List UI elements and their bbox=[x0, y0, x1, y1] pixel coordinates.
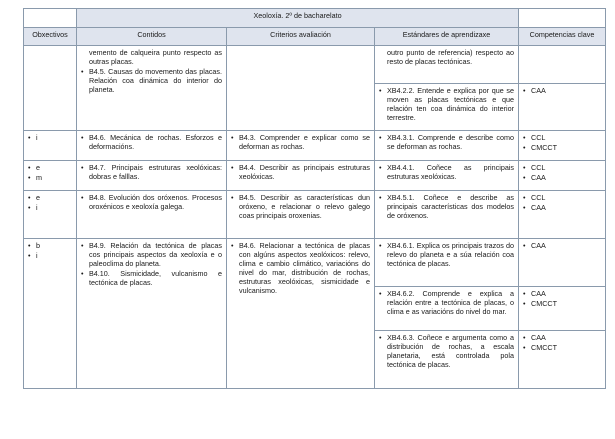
estandar-list bbox=[379, 333, 514, 369]
obxectivos-cell bbox=[24, 131, 77, 161]
obxectivos-cell bbox=[24, 161, 77, 191]
obxectivo-item: • e bbox=[28, 163, 72, 172]
table-row bbox=[24, 161, 606, 191]
obxectivo-item: • b bbox=[28, 241, 72, 250]
contido-item: • B4.10. Sismicidade, vulcanismo e tectónica de placas. bbox=[81, 269, 222, 287]
estandar-item: • XB4.4.1. Coñece as principais estruturas xeolóxicas. bbox=[379, 163, 514, 181]
obxectivo-item: • e bbox=[28, 193, 72, 202]
competencias-cell bbox=[519, 131, 606, 161]
contidos-cell bbox=[77, 46, 227, 131]
obxectivos-cell bbox=[24, 239, 77, 389]
contido-item: • B4.8. Evolución dos oróxenos. Procesos oroxénicos e xeoloxía galega. bbox=[81, 193, 222, 211]
competencias-cell bbox=[519, 161, 606, 191]
competencia-item: • CCL bbox=[523, 163, 601, 172]
estandar-item: • XB4.6.3. Coñece e argumenta como a distribución de rochas, a escala planetaria, está controlada pola tectónica de placas. bbox=[379, 333, 514, 369]
estandar-block bbox=[375, 161, 518, 185]
obxectivo-list bbox=[28, 193, 72, 212]
estandares-cell bbox=[375, 239, 519, 389]
obxectivos-cell bbox=[24, 46, 77, 131]
contido-list bbox=[81, 241, 222, 287]
curriculum-table bbox=[23, 8, 606, 389]
contido-list bbox=[81, 48, 222, 94]
competencia-item: • CAA bbox=[523, 86, 601, 95]
contidos-cell bbox=[77, 161, 227, 191]
estandares-cell bbox=[375, 46, 519, 131]
estandar-list bbox=[379, 241, 514, 268]
competencia-block bbox=[519, 331, 605, 383]
estandar-list bbox=[379, 86, 514, 122]
contido-list bbox=[81, 193, 222, 211]
obxectivo-list bbox=[28, 133, 72, 142]
competencias-cell bbox=[519, 239, 606, 389]
contido-item: • B4.5. Causas do movemento das placas. Relación coa dinámica do interior do planeta. bbox=[81, 67, 222, 94]
competencia-item: • CMCCT bbox=[523, 343, 601, 352]
header-competencias: Competencias clave bbox=[519, 28, 606, 46]
estandar-item: • XB4.6.2. Comprende e explica a relación entre a tectónica de placas, o clima e as variacións do nivel do mar. bbox=[379, 289, 514, 316]
competencia-item: • CCL bbox=[523, 193, 601, 202]
header-contidos: Contidos bbox=[77, 28, 227, 46]
competencia-item: • CAA bbox=[523, 203, 601, 212]
estandar-block bbox=[375, 239, 518, 287]
competencia-block bbox=[519, 131, 605, 156]
header-criterios: Criterios avaliación bbox=[227, 28, 375, 46]
obxectivo-item: • i bbox=[28, 133, 72, 142]
competencia-block bbox=[519, 287, 605, 331]
contido-list bbox=[81, 163, 222, 181]
obxectivos-cell bbox=[24, 191, 77, 239]
competencia-item: • CCL bbox=[523, 133, 601, 142]
estandares-cell bbox=[375, 131, 519, 161]
estandar-item: outro punto de referencia) respecto ao resto de placas tectónicas. bbox=[387, 48, 515, 66]
competencia-item: • CAA bbox=[523, 241, 601, 250]
criterio-list bbox=[231, 163, 370, 181]
criterios-cell bbox=[227, 46, 375, 131]
estandar-list bbox=[379, 163, 514, 181]
competencia-block bbox=[519, 191, 605, 216]
competencia-list bbox=[523, 193, 601, 212]
estandar-item: • XB4.5.1. Coñece e describe as principais características dos modelos de oróxenos. bbox=[379, 193, 514, 220]
estandar-list bbox=[379, 48, 514, 66]
criterios-cell bbox=[227, 239, 375, 389]
contido-item: vemento de calqueira punto respecto as outras placas. bbox=[89, 48, 222, 66]
competencia-list bbox=[523, 241, 601, 250]
obxectivo-list bbox=[28, 241, 72, 260]
criterio-list bbox=[231, 241, 370, 295]
title-blank-cell bbox=[519, 9, 606, 28]
criterio-list bbox=[231, 193, 370, 220]
table-title: Xeoloxía. 2º de bacharelato bbox=[77, 9, 519, 28]
competencia-item: • CAA bbox=[523, 333, 601, 342]
estandar-item: • XB4.3.1. Comprende e describe como se deforman as rochas. bbox=[379, 133, 514, 151]
obxectivo-item: • i bbox=[28, 251, 72, 260]
competencia-block bbox=[519, 46, 605, 84]
contido-item: • B4.9. Relación da tectónica de placas cos principais aspectos da xeoloxía e o paleoclima do planeta. bbox=[81, 241, 222, 268]
contido-item: • B4.7. Principais estruturas xeolóxicas: dobras e falllas. bbox=[81, 163, 222, 181]
competencia-list bbox=[523, 86, 601, 95]
contidos-cell bbox=[77, 131, 227, 161]
table-row bbox=[24, 191, 606, 239]
criterios-cell bbox=[227, 131, 375, 161]
contido-list bbox=[81, 133, 222, 151]
estandar-block bbox=[375, 331, 518, 383]
estandares-cell bbox=[375, 191, 519, 239]
estandar-list bbox=[379, 133, 514, 151]
competencia-block bbox=[519, 84, 605, 130]
table-row bbox=[24, 239, 606, 389]
estandar-block bbox=[375, 46, 518, 84]
competencia-list bbox=[523, 289, 601, 308]
competencia-list bbox=[523, 133, 601, 152]
competencias-cell bbox=[519, 46, 606, 131]
estandar-list bbox=[379, 193, 514, 220]
competencia-item: • CMCCT bbox=[523, 299, 601, 308]
competencia-block bbox=[519, 161, 605, 186]
contido-item: • B4.6. Mecánica de rochas. Esforzos e deformacións. bbox=[81, 133, 222, 151]
title-blank-cell bbox=[24, 9, 77, 28]
criterios-cell bbox=[227, 161, 375, 191]
competencia-item: • CAA bbox=[523, 173, 601, 182]
obxectivo-list bbox=[28, 163, 72, 182]
obxectivo-item: • m bbox=[28, 173, 72, 182]
estandar-item: • XB4.2.2. Entende e explica por que se moven as placas tectónicas e que relación ten coa dinámica do interior terrestre. bbox=[379, 86, 514, 122]
estandar-block bbox=[375, 131, 518, 155]
contidos-cell bbox=[77, 191, 227, 239]
criterio-item: • B4.4. Describir as principais estruturas xeolóxicas. bbox=[231, 163, 370, 181]
criterio-item: • B4.3. Comprender e explicar como se deforman as rochas. bbox=[231, 133, 370, 151]
estandar-item: • XB4.6.1. Explica os principais trazos do relevo do planeta e a súa relación coa tectónica de placas. bbox=[379, 241, 514, 268]
estandar-block bbox=[375, 191, 518, 224]
header-estandares: Estándares de aprendizaxe bbox=[375, 28, 519, 46]
competencia-list bbox=[523, 163, 601, 182]
competencia-block bbox=[519, 239, 605, 287]
criterios-cell bbox=[227, 191, 375, 239]
table-row bbox=[24, 46, 606, 131]
table-body bbox=[24, 46, 606, 389]
competencia-item: • CAA bbox=[523, 289, 601, 298]
estandar-block bbox=[375, 84, 518, 130]
criterio-item: • B4.5. Describir as características dun oróxeno, e relacionar o relevo galego coas principais oroxenias. bbox=[231, 193, 370, 220]
estandares-cell bbox=[375, 161, 519, 191]
table-row bbox=[24, 131, 606, 161]
competencia-item: • CMCCT bbox=[523, 143, 601, 152]
criterio-item: • B4.6. Relacionar a tectónica de placas con algúns aspectos xeolóxicos: relevo, clima e cambio climático, variacións do nivel do mar, distribución de rochas, estruturas xeolóxicas, sismicidade e vulcanismo. bbox=[231, 241, 370, 295]
criterio-list bbox=[231, 133, 370, 151]
competencia-list bbox=[523, 333, 601, 352]
contidos-cell bbox=[77, 239, 227, 389]
obxectivo-item: • i bbox=[28, 203, 72, 212]
competencias-cell bbox=[519, 191, 606, 239]
estandar-block bbox=[375, 287, 518, 331]
estandar-list bbox=[379, 289, 514, 316]
header-obxectivos: Obxectivos bbox=[24, 28, 77, 46]
